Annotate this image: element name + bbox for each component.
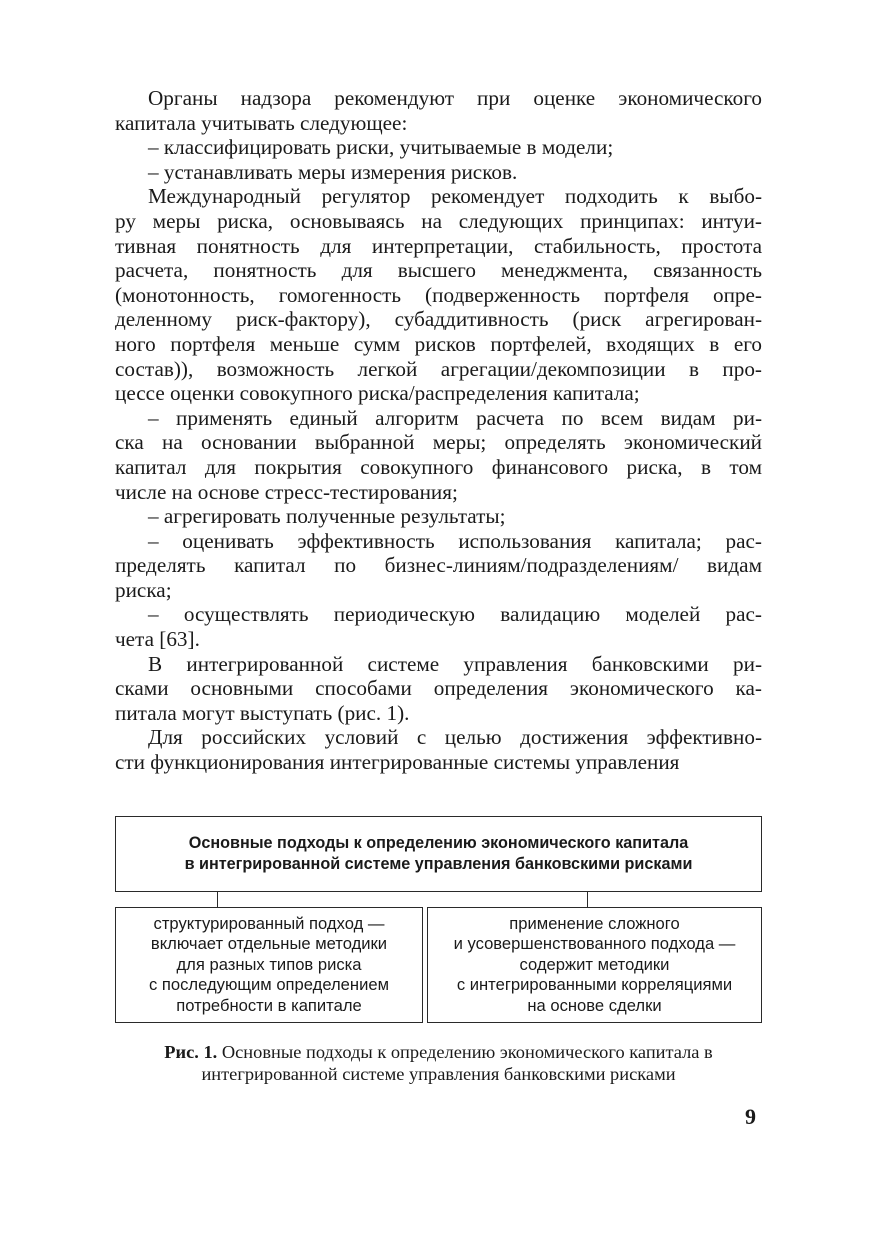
diagram-top-line: в интегрированной системе управления банковскими рисками	[184, 855, 693, 873]
paragraph-5-line-0: – агрегировать полученные результаты;	[148, 504, 506, 529]
paragraph-3-line-3: расчета, понятность для высшего менеджмента, связанность	[115, 258, 762, 283]
diagram-left-line: для разных типов риска	[176, 954, 362, 974]
diagram-left-line: потребности в капитале	[176, 995, 362, 1015]
structured-approach-box	[115, 907, 423, 1023]
paragraph-3-line-7: состав)), возможность легкой агрегации/декомпозиции в про-	[115, 356, 762, 381]
paragraph-6-line-1: пределять капитал по бизнес-линиям/подразделениям/ видам	[115, 553, 762, 578]
paragraph-4-line-2: капитал для покрытия совокупного финансового риска, в том	[115, 454, 762, 479]
paragraph-3-line-8: цессе оценки совокупного риска/распределения капитала;	[115, 381, 640, 406]
paragraph-2-line-0: – устанавливать меры измерения рисков.	[148, 159, 518, 184]
diagram-right-line: содержит методики	[519, 954, 670, 974]
caption-line-2: интегрированной системе управления банковскими рисками	[201, 1064, 676, 1084]
paragraph-8-line-2: питала могут выступать (рис. 1).	[115, 700, 410, 725]
paragraph-4-line-0: – применять единый алгоритм расчета по всем видам ри-	[148, 405, 762, 430]
diagram-title-box	[115, 816, 762, 892]
paragraph-3-line-5: деленному риск-фактору), субаддитивность (риск агрегирован-	[115, 307, 762, 332]
paragraph-7-line-0: – осуществлять периодическую валидацию моделей рас-	[148, 602, 762, 627]
paragraph-4-line-3: числе на основе стресс-тестирования;	[115, 479, 458, 504]
paragraph-3-line-0: Международный регулятор рекомендует подходить к выбо-	[148, 184, 762, 209]
page-number: 9	[745, 1104, 756, 1129]
diagram-right-line: и усовершенствованного подхода —	[453, 934, 736, 954]
caption-label: Рис. 1.	[164, 1042, 218, 1062]
paragraph-3-line-6: ного портфеля меньше сумм рисков портфелей, входящих в его	[115, 331, 762, 356]
paragraph-3-line-2: тивная понятность для интерпретации, стабильность, простота	[115, 233, 762, 258]
paragraph-9-line-0: Для российских условий с целью достижения эффективно-	[148, 725, 762, 750]
diagram-top-line: Основные подходы к определению экономического капитала	[188, 834, 689, 852]
diagram-right-line: на основе сделки	[527, 995, 662, 1015]
paragraph-3-line-1: ру меры риска, основываясь на следующих принципах: интуи-	[115, 208, 762, 233]
paragraph-3-line-4: (монотонность, гомогенность (подверженность портфеля опре-	[115, 282, 762, 307]
paragraph-6-line-2: риска;	[115, 577, 172, 602]
diagram-left-line: включает отдельные методики	[150, 934, 388, 954]
approaches-diagram	[115, 816, 762, 1024]
diagram-left-line: структурированный подход —	[153, 913, 385, 933]
connector-line-right	[587, 892, 588, 907]
advanced-approach-box	[427, 907, 762, 1023]
paragraph-0-line-1: капитала учитывать следующее:	[115, 110, 408, 135]
body-text	[115, 86, 762, 775]
paragraph-4-line-1: ска на основании выбранной меры; определять экономический	[115, 430, 762, 455]
paragraph-7-line-1: чета [63].	[115, 627, 200, 652]
diagram-right-line: применение сложного	[509, 913, 680, 933]
paragraph-9-line-1: сти функционирования интегрированные системы управления	[115, 750, 680, 775]
paragraph-0-line-0: Органы надзора рекомендуют при оценке экономического	[148, 86, 762, 110]
connector-line-left	[217, 892, 218, 907]
caption-line-1	[115, 1041, 762, 1063]
figure-caption	[115, 1041, 762, 1085]
diagram-right-line: с интегрированными корреляциями	[456, 975, 733, 995]
diagram-left-line: с последующим определением	[149, 975, 389, 995]
paragraph-8-line-0: В интегрированной системе управления банковскими ри-	[148, 651, 762, 676]
paragraph-1-line-0: – классифицировать риски, учитываемые в модели;	[148, 135, 614, 160]
paragraph-6-line-0: – оценивать эффективность использования капитала; рас-	[148, 528, 762, 553]
paragraph-8-line-1: сками основными способами определения экономического ка-	[115, 676, 762, 701]
caption-text-1: Основные подходы к определению экономического капитала в	[217, 1042, 713, 1062]
